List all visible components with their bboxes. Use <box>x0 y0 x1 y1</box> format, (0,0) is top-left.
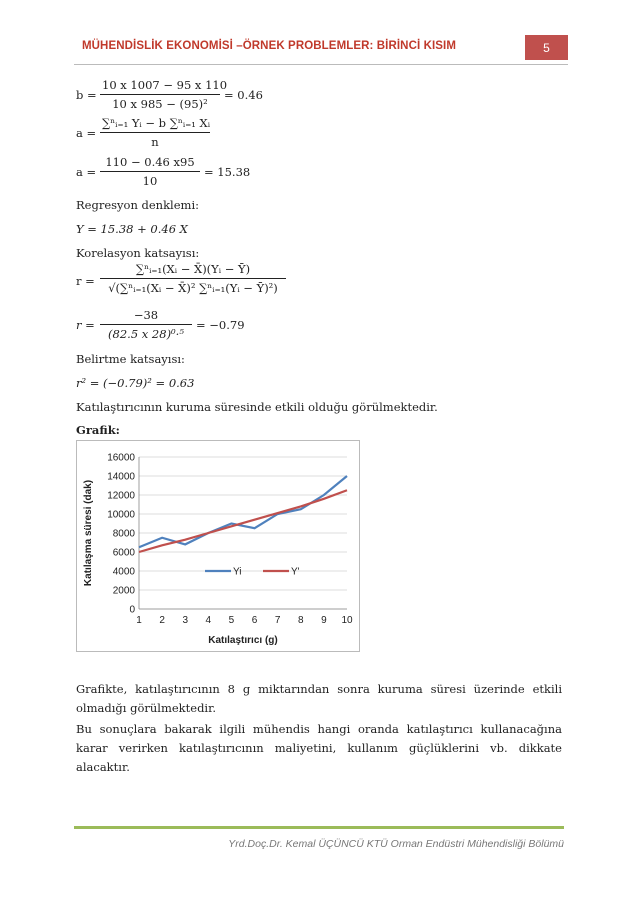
fraction-numerator: ∑ⁿᵢ₌₁(Xᵢ − X̄)(Yᵢ − Ȳ) <box>135 262 251 276</box>
y-tick-label: 8000 <box>112 528 135 540</box>
y-tick-label: 0 <box>129 604 135 616</box>
correlation-label: Korelasyon katsayısı: <box>76 246 200 260</box>
determination-label: Belirtme katsayısı: <box>76 352 185 366</box>
y-tick-label: 16000 <box>107 452 135 464</box>
r-squared-equation: r² = (−0.79)² = 0.63 <box>76 376 195 390</box>
fraction-denominator: √(∑ⁿᵢ₌₁(Xᵢ − X̄)² ∑ⁿᵢ₌₁(Yᵢ − Ȳ)²) <box>108 281 278 295</box>
y-tick-label: 2000 <box>112 585 135 597</box>
x-tick-label: 10 <box>341 615 353 626</box>
page-header-title: MÜHENDİSLİK EKONOMİSİ –ÖRNEK PROBLEMLER: BİRİNCİ KISIM <box>81 40 457 52</box>
page-number: 5 <box>525 35 568 60</box>
header-divider <box>74 64 568 65</box>
x-tick-label: 1 <box>136 615 142 626</box>
regression-equation: Y = 15.38 + 0.46 X <box>76 222 188 236</box>
y-tick-label: 12000 <box>107 490 135 502</box>
fraction <box>100 262 286 295</box>
x-tick-label: 7 <box>274 615 281 626</box>
line-chart <box>77 441 359 651</box>
fraction-bar <box>100 171 200 172</box>
fraction-denominator: (82.5 x 28)⁰·⁵ <box>108 327 184 341</box>
x-tick-label: 6 <box>251 615 258 626</box>
equation-rhs: = −0.79 <box>196 318 245 332</box>
fraction-numerator: ∑ⁿᵢ₌₁ Yᵢ − b ∑ⁿᵢ₌₁ Xᵢ <box>102 116 211 130</box>
legend-label: Y' <box>291 566 300 578</box>
series-line-yi <box>139 476 347 547</box>
x-tick-label: 4 <box>205 615 212 626</box>
x-tick-label: 5 <box>228 615 235 626</box>
y-tick-label: 14000 <box>107 471 135 483</box>
conclusion-statement: Katılaştırıcının kuruma süresinde etkili olduğu görülmektedir. <box>76 400 438 414</box>
x-tick-label: 8 <box>297 615 304 626</box>
equation-lhs: b = <box>76 88 97 102</box>
x-axis-label: Katılaştırıcı (g) <box>208 635 278 646</box>
fraction-numerator: 110 − 0.46 x95 <box>105 155 195 169</box>
fraction <box>100 116 210 149</box>
y-axis-label: Katılaşma süresi (dak) <box>83 479 94 587</box>
regression-label: Regresyon denklemi: <box>76 198 199 212</box>
equation-lhs: a = <box>76 165 97 179</box>
fraction <box>100 155 200 188</box>
x-tick-label: 2 <box>159 615 165 626</box>
footer-divider <box>74 826 564 829</box>
equation-lhs: r = <box>76 318 95 332</box>
fraction-denominator: 10 x 985 − (95)² <box>112 97 208 111</box>
fraction-bar <box>100 94 220 95</box>
y-tick-label: 10000 <box>107 509 135 521</box>
fraction <box>100 78 228 111</box>
x-tick-label: 9 <box>321 615 327 626</box>
chart-container <box>76 440 360 652</box>
fraction-numerator: 10 x 1007 − 95 x 110 <box>102 78 228 92</box>
fraction-denominator: n <box>151 135 159 149</box>
paragraph-interpretation: Grafikte, katılaştırıcının 8 g miktarından sonra kuruma süresi üzerinde etkili olmadığı görülmektedir. <box>76 682 562 715</box>
fraction-denominator: 10 <box>142 174 158 188</box>
equation-rhs: = 0.46 <box>224 88 263 102</box>
chart-heading: Grafik: <box>76 423 120 437</box>
fraction-bar <box>100 132 210 133</box>
equation-rhs: = 15.38 <box>204 165 251 179</box>
paragraph-recommendation: Bu sonuçlara bakarak ilgili mühendis hangi oranda katılaştırıcı kullanacağına karar verirken katılaştırıcının maliyetini, kullanım güçlüklerini vb. dikkate alacaktır. <box>76 722 562 774</box>
x-tick-label: 3 <box>182 615 189 626</box>
fraction-numerator: −38 <box>133 308 159 322</box>
equation-lhs: r = <box>76 274 95 288</box>
fraction-bar <box>100 324 192 325</box>
fraction <box>100 308 192 341</box>
y-tick-label: 6000 <box>112 547 135 559</box>
equation-lhs: a = <box>76 126 97 140</box>
y-tick-label: 4000 <box>112 566 135 578</box>
fraction-bar <box>100 278 286 279</box>
legend-label: Yi <box>233 566 242 578</box>
footer-text: Yrd.Doç.Dr. Kemal ÜÇÜNCÜ KTÜ Orman Endüstri Mühendisliği Bölümü <box>228 838 564 850</box>
